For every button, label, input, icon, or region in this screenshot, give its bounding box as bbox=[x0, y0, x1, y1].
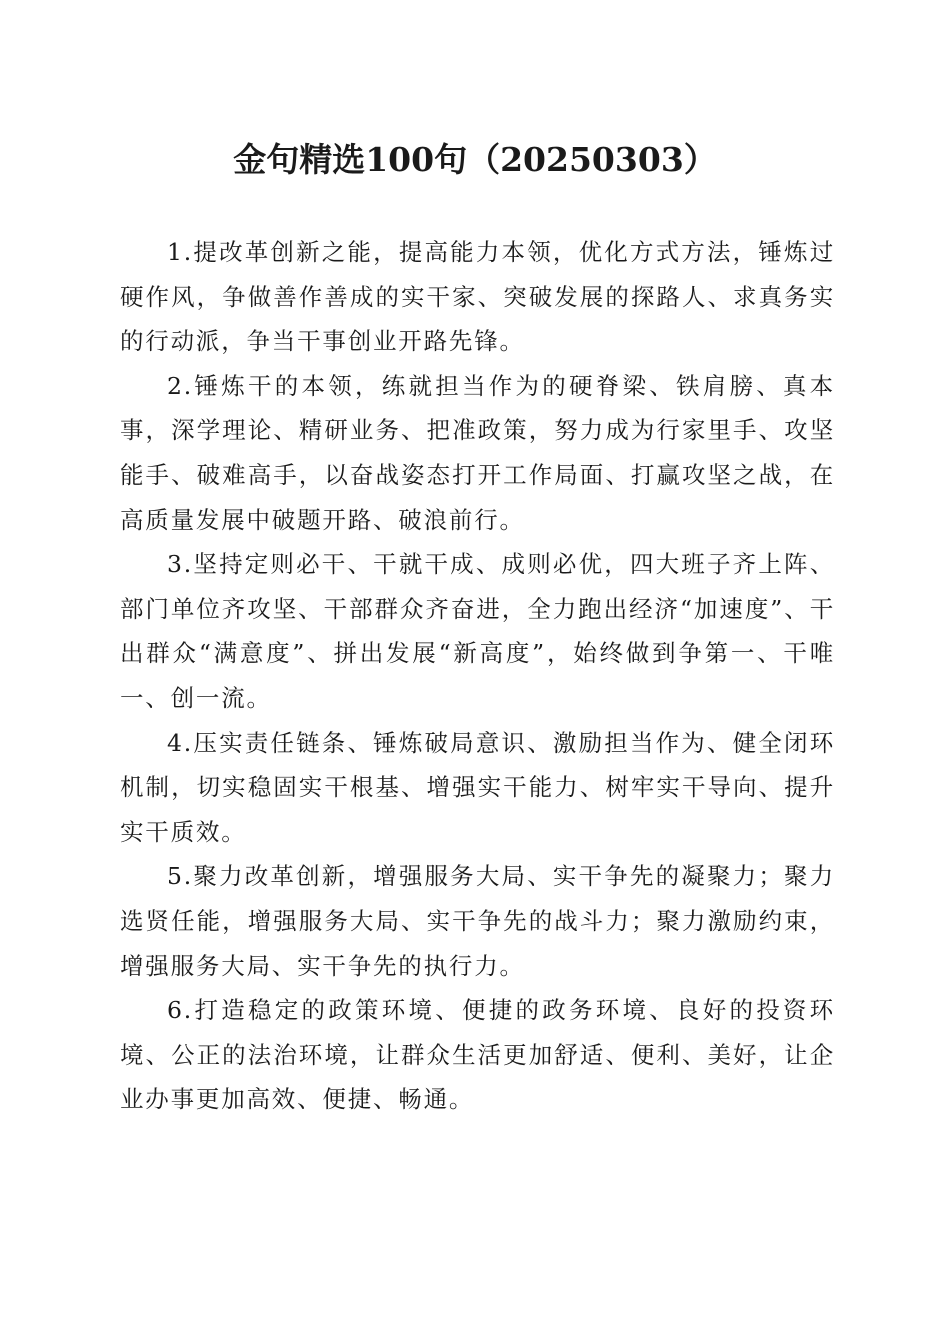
paragraph-3: 3.坚持定则必干、干就干成、成则必优，四大班子齐上阵、部门单位齐攻坚、干部群众齐奋进，全力跑出经济“加速度”、干出群众“满意度”、拼出发展“新高度”，始终做到争第一、干唯一、创一流。 bbox=[120, 550, 835, 712]
paragraph-4: 4.压实责任链条、锤炼破局意识、激励担当作为、健全闭环机制，切实稳固实干根基、增强实干能力、树牢实干导向、提升实干质效。 bbox=[120, 728, 835, 846]
document-title: 金句精选100句（20250303） bbox=[233, 140, 717, 179]
paragraph-1: 1.提改革创新之能，提高能力本领，优化方式方法，锤炼过硬作风，争做善作善成的实干家、突破发展的探路人、求真务实的行动派，争当干事创业开路先锋。 bbox=[120, 238, 835, 356]
paragraph-6: 6.打造稳定的政策环境、便捷的政务环境、良好的投资环境、公正的法治环境，让群众生活更加舒适、便利、美好，让企业办事更加高效、便捷、畅通。 bbox=[120, 996, 835, 1114]
document-body bbox=[120, 230, 835, 1122]
paragraph-2: 2.锤炼干的本领，练就担当作为的硬脊梁、铁肩膀、真本事，深学理论、精研业务、把准政策，努力成为行家里手、攻坚能手、破难高手，以奋战姿态打开工作局面、打赢攻坚之战，在高质量发展中破题开路、破浪前行。 bbox=[120, 371, 835, 534]
paragraph-5: 5.聚力改革创新，增强服务大局、实干争先的凝聚力；聚力选贤任能，增强服务大局、实干争先的战斗力；聚力激励约束，增强服务大局、实干争先的执行力。 bbox=[120, 862, 835, 980]
